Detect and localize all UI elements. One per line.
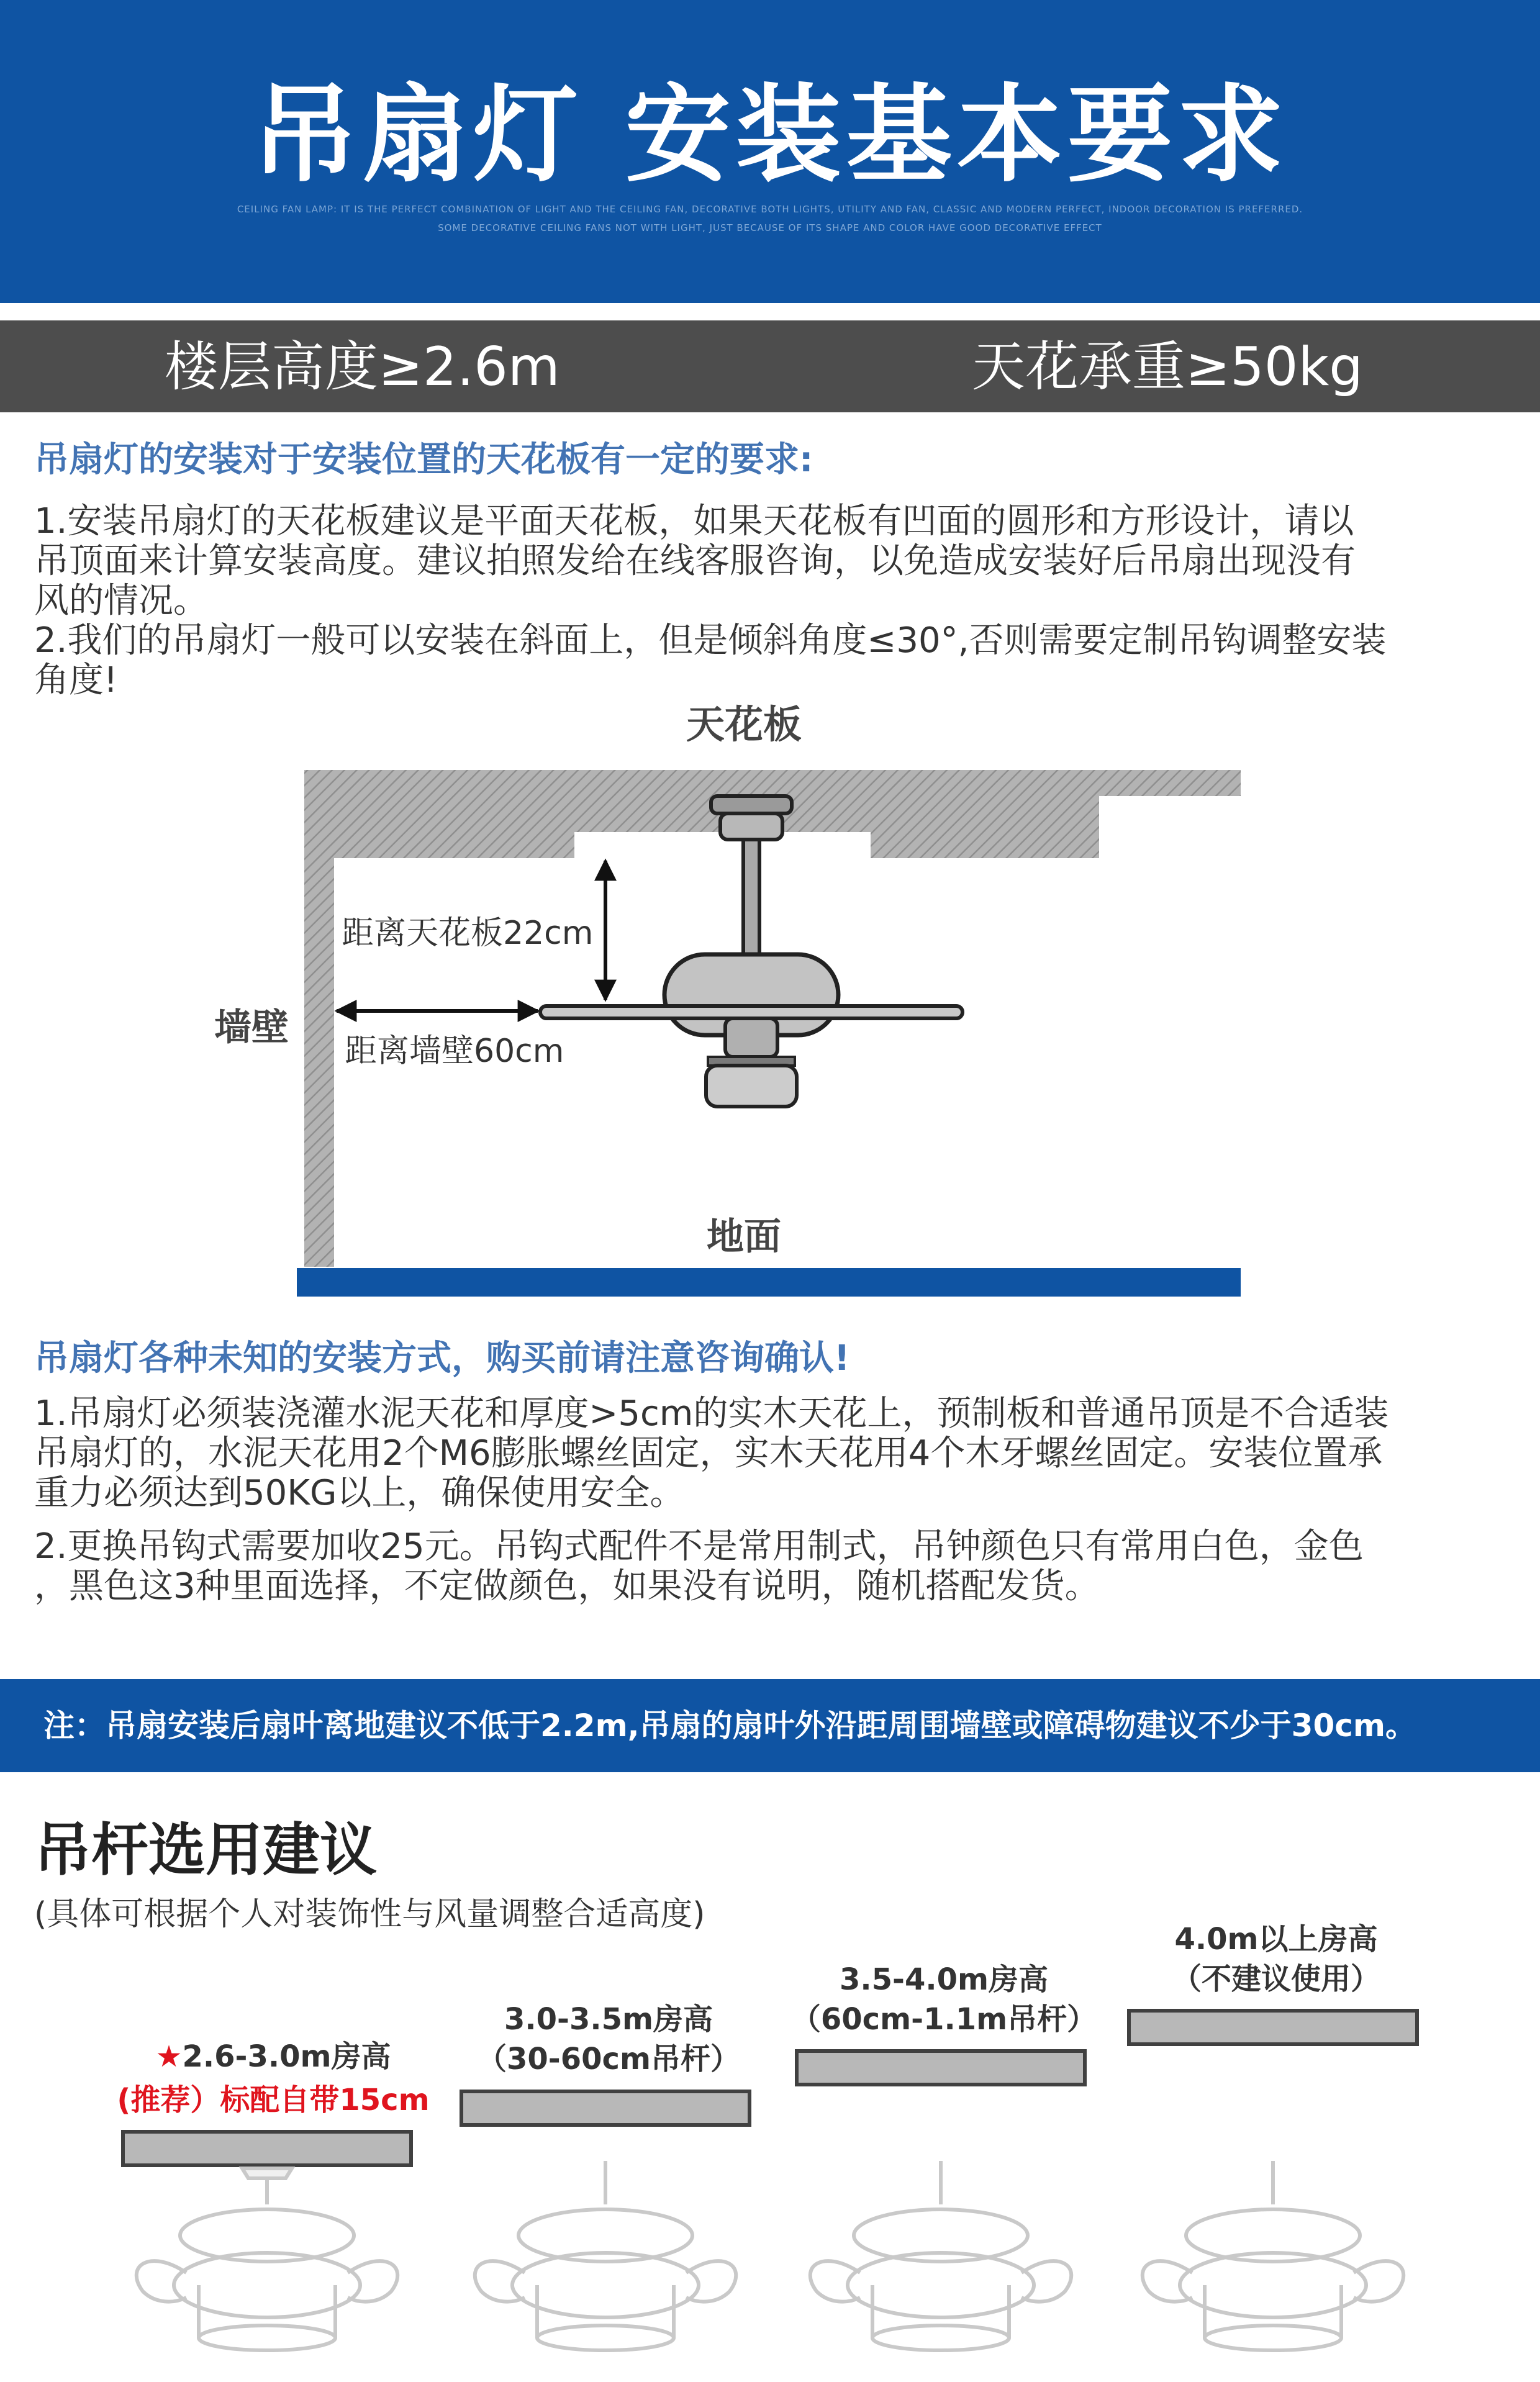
floor-line — [297, 1268, 1241, 1297]
section2-line: 2.更换吊钩式需要加收25元。吊钩式配件不是常用制式，吊钟颜色只有常用白色，金色 — [34, 1526, 1364, 1567]
rod-fan-4-icon — [1143, 2161, 1403, 2350]
ceiling-load-spec: 天花承重≥50kg — [972, 336, 1363, 398]
section1-line: 风的情况。 — [34, 581, 208, 621]
rod-fan-2-icon — [475, 2161, 736, 2350]
rod-section-title: 吊杆选用建议 — [34, 1817, 378, 1883]
section1-title: 吊扇灯的安装对于安装位置的天花板有一定的要求: — [34, 440, 813, 480]
rod-fan-1-icon — [137, 2168, 397, 2350]
rod-option-1-line2: (推荐）标配自带15cm — [117, 2083, 430, 2117]
section2-title: 吊扇灯各种未知的安装方式，购买前请注意咨询确认! — [34, 1338, 850, 1379]
page-title: 吊扇灯 安装基本要求 — [251, 74, 1289, 197]
section1-line: 1.安装吊扇灯的天花板建议是平面天花板，如果天花板有凹面的圆形和方形设计，请以 — [34, 501, 1354, 541]
rod-option-3-line1: 3.5-4.0m房高 — [839, 1962, 1048, 1997]
section2-line: ，黑色这3种里面选择，不定做颜色，如果没有说明，随机搭配发货。 — [34, 1566, 1100, 1606]
spec-bar — [0, 320, 1540, 412]
rod-option-2-ceiling — [460, 2090, 751, 2127]
rod-fans-illustration — [0, 2161, 1540, 2382]
section2-line: 1.吊扇灯必须装浇灌水泥天花和厚度>5cm的实木天花上，预制板和普通吊顶是不合适装 — [34, 1393, 1389, 1434]
rod-option-3-ceiling — [795, 2049, 1087, 2086]
note-band — [0, 1679, 1540, 1772]
floor-label: 地面 — [707, 1215, 781, 1259]
rod-option-4-line2: （不建议使用） — [1171, 1962, 1380, 1996]
rod-fan-3-icon — [810, 2161, 1071, 2350]
section1-line: 2.我们的吊扇灯一般可以安装在斜面上，但是倾斜角度≤30°,否则需要定制吊钩调整安装 — [34, 620, 1387, 661]
section2-line: 重力必须达到50KG以上，确保使用安全。 — [34, 1473, 685, 1513]
rod-option-3-line2: （60cm-1.1m吊杆） — [790, 2002, 1097, 2037]
wall-label: 墙壁 — [214, 1006, 289, 1049]
recommend-star-icon: ★ — [155, 2039, 183, 2074]
section1-line: 角度! — [34, 660, 118, 700]
section1-line: 吊顶面来计算安装高度。建议拍照发给在线客服咨询，以免造成安装好后吊扇出现没有 — [34, 541, 1356, 581]
wall-distance-label: 距离墙壁60cm — [345, 1033, 564, 1070]
rod-section-subtitle: (具体可根据个人对装饰性与风量调整合适高度) — [34, 1896, 705, 1933]
rod-option-4-line1: 4.0m以上房高 — [1174, 1922, 1378, 1957]
header-subtitle-line2: SOME DECORATIVE CEILING FANS NOT WITH LIGHT, JUST BECAUSE OF ITS SHAPE AND COLOR HAVE GOOD DECORATIVE EFFECT — [438, 222, 1102, 233]
install-diagram — [0, 683, 1540, 1316]
ceiling-label: 天花板 — [686, 702, 802, 747]
floor-height-spec: 楼层高度≥2.6m — [165, 336, 560, 398]
note-text: 注：吊扇安装后扇叶离地建议不低于2.2m,吊扇的扇叶外沿距周围墙壁或障碍物建议不少于30cm。 — [43, 1708, 1416, 1744]
header-subtitle-line1: CEILING FAN LAMP: IT IS THE PERFECT COMBINATION OF LIGHT AND THE CEILING FAN, DECORATIVE BOTH LIGHTS, UTILITY AND FAN, CLASSIC AND MODERN PERFECT, INDOOR DECORATION IS PREFERRED. — [237, 204, 1303, 215]
section2-body — [34, 1394, 1388, 1606]
section1-body — [34, 502, 1386, 700]
rod-option-4-ceiling — [1127, 2009, 1419, 2046]
header-banner — [0, 0, 1540, 303]
rod-option-1-line1: ★2.6-3.0m房高 — [155, 2039, 391, 2074]
section2-line: 吊扇灯的，水泥天花用2个M6膨胀螺丝固定，实木天花用4个木牙螺丝固定。安装位置承 — [34, 1433, 1383, 1474]
ceiling-distance-label: 距离天花板22cm — [342, 915, 594, 952]
rod-option-2-line2: （30-60cm吊杆） — [477, 2042, 740, 2076]
rod-option-2-line1: 3.0-3.5m房高 — [504, 2002, 713, 2037]
